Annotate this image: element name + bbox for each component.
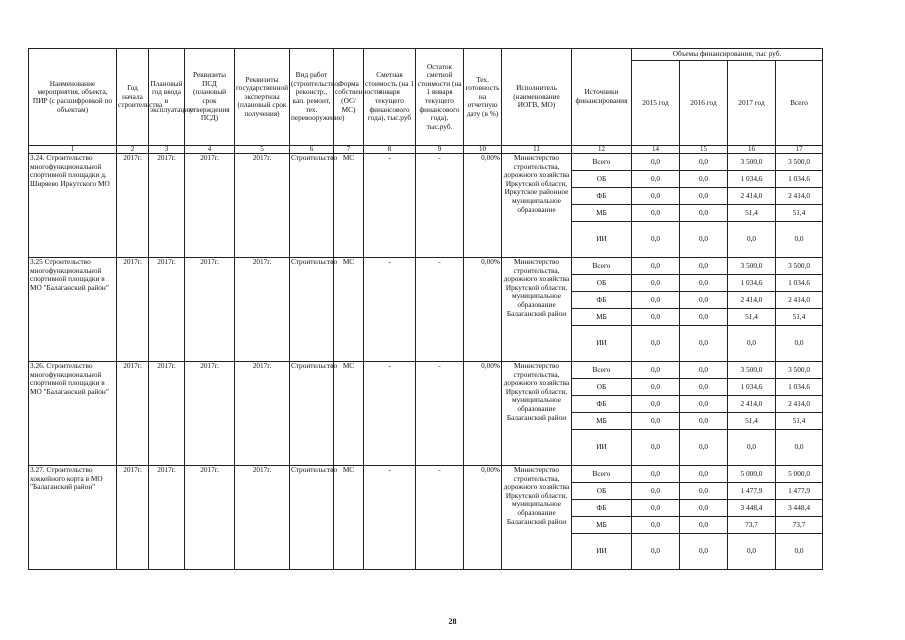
value-total: 2 414,0 [776, 188, 823, 205]
expertise-date: 2017г. [235, 362, 290, 466]
header-sources: Источники финансирования [572, 49, 632, 146]
project-name: 3.25 Строительство многофункциональной спортивной площадки в МО "Балаганский район" [29, 258, 117, 362]
header-financing-group: Объемы финансирования, тыс руб. [632, 49, 823, 61]
value-total: 2 414,0 [776, 396, 823, 413]
value-2017: 3 500,0 [728, 362, 776, 379]
value-2016: 0,0 [680, 466, 728, 483]
financing-source: ФБ [572, 292, 632, 309]
estimated-cost: - [364, 258, 416, 362]
column-number: 7 [334, 146, 364, 154]
column-number: 12 [572, 146, 632, 154]
value-2016: 0,0 [680, 188, 728, 205]
header-work-type: Вид работ (строительство, реконстр., кап. ремонт, тех. перевооружение) [290, 49, 334, 146]
remaining-cost: - [416, 154, 464, 258]
table-row [29, 466, 823, 483]
value-2017: 1 034,6 [728, 275, 776, 292]
value-2017: 5 000,0 [728, 466, 776, 483]
value-2016: 0,0 [680, 517, 728, 534]
readiness: 0,00% [464, 466, 502, 570]
value-total: 1 034,6 [776, 379, 823, 396]
value-2017: 73,7 [728, 517, 776, 534]
value-total: 0,0 [776, 222, 823, 258]
readiness: 0,00% [464, 258, 502, 362]
value-2016: 0,0 [680, 222, 728, 258]
financing-source: Всего [572, 258, 632, 275]
value-2015: 0,0 [632, 466, 680, 483]
header-expertise: Реквизиты государственной экспертизы (плановый срок получения) [235, 49, 290, 146]
expertise-date: 2017г. [235, 466, 290, 570]
ownership: МС [334, 362, 364, 466]
remaining-cost: - [416, 362, 464, 466]
financing-table-sheet [28, 48, 822, 570]
value-2015: 0,0 [632, 534, 680, 570]
psd-date: 2017г. [185, 154, 235, 258]
expertise-date: 2017г. [235, 258, 290, 362]
commission-year: 2017г. [149, 466, 185, 570]
value-total: 5 000,0 [776, 466, 823, 483]
financing-source: ОБ [572, 483, 632, 500]
header-estimated-cost: Сметная стоимость (на 1 января текущего финансового года), тыс.руб [364, 49, 416, 146]
ownership: МС [334, 466, 364, 570]
value-2017: 3 500,0 [728, 258, 776, 275]
value-2016: 0,0 [680, 430, 728, 466]
column-number: 14 [632, 146, 680, 154]
executor: Министерство строительства, дорожного хозяйства Иркутской области, муниципальное образование Балаганский район [502, 258, 572, 362]
value-total: 73,7 [776, 517, 823, 534]
column-number: 4 [185, 146, 235, 154]
header-name: Наименование мероприятия, объекта, ПИР (с расшифровкой по объектам) [29, 49, 117, 146]
value-total: 3 500,0 [776, 258, 823, 275]
commission-year: 2017г. [149, 362, 185, 466]
value-2017: 1 034,6 [728, 379, 776, 396]
remaining-cost: - [416, 258, 464, 362]
executor: Министерство строительства, дорожного хозяйства Иркутской области, муниципальное образование Балаганский район [502, 466, 572, 570]
value-2016: 0,0 [680, 362, 728, 379]
value-2015: 0,0 [632, 205, 680, 222]
header-2016: 2016 год [680, 61, 728, 146]
psd-date: 2017г. [185, 362, 235, 466]
table-body [29, 154, 823, 570]
start-year: 2017г. [117, 154, 149, 258]
value-2015: 0,0 [632, 188, 680, 205]
column-number: 11 [502, 146, 572, 154]
value-2015: 0,0 [632, 379, 680, 396]
financing-source: ИИ [572, 222, 632, 258]
financing-source: ОБ [572, 275, 632, 292]
estimated-cost: - [364, 154, 416, 258]
psd-date: 2017г. [185, 466, 235, 570]
financing-source: ФБ [572, 396, 632, 413]
header-psd: Реквизиты ПСД (плановый срок утверждения ПСД) [185, 49, 235, 146]
header-readiness: Тех. готовность на отчетную дату (в %) [464, 49, 502, 146]
project-name: 3.24. Строительство многофункциональной спортивной площадки д. Ширяево Иркутского МО [29, 154, 117, 258]
financing-source: ОБ [572, 379, 632, 396]
header-ownership: Форма собственности (ОС/МС) [334, 49, 364, 146]
start-year: 2017г. [117, 466, 149, 570]
header-remaining-cost: Остаток сметной стоимости (на 1 января текущего финансового года), тыс.руб. [416, 49, 464, 146]
column-number: 2 [117, 146, 149, 154]
value-2017: 1 034,6 [728, 171, 776, 188]
financing-source: ИИ [572, 430, 632, 466]
value-2015: 0,0 [632, 396, 680, 413]
header-start-year: Год начала строительства [117, 49, 149, 146]
work-type: Строительство [290, 154, 334, 258]
financing-source: ОБ [572, 171, 632, 188]
value-2015: 0,0 [632, 413, 680, 430]
value-total: 51,4 [776, 205, 823, 222]
value-2016: 0,0 [680, 396, 728, 413]
value-2015: 0,0 [632, 292, 680, 309]
value-total: 1 477,9 [776, 483, 823, 500]
ownership: МС [334, 258, 364, 362]
header-2017: 2017 год [728, 61, 776, 146]
financing-source: ИИ [572, 326, 632, 362]
table-row [29, 258, 823, 275]
remaining-cost: - [416, 466, 464, 570]
readiness: 0,00% [464, 362, 502, 466]
value-total: 3 500,0 [776, 362, 823, 379]
value-2016: 0,0 [680, 483, 728, 500]
value-total: 51,4 [776, 413, 823, 430]
ownership: МС [334, 154, 364, 258]
value-total: 51,4 [776, 309, 823, 326]
column-number: 9 [416, 146, 464, 154]
column-number: 3 [149, 146, 185, 154]
financing-source: ФБ [572, 500, 632, 517]
financing-source: МБ [572, 413, 632, 430]
page-number: 28 [448, 617, 457, 626]
value-2017: 51,4 [728, 309, 776, 326]
value-2015: 0,0 [632, 258, 680, 275]
value-2017: 3 500,0 [728, 154, 776, 171]
value-2017: 3 448,4 [728, 500, 776, 517]
financing-source: Всего [572, 154, 632, 171]
value-total: 1 034,6 [776, 275, 823, 292]
value-2016: 0,0 [680, 258, 728, 275]
value-2015: 0,0 [632, 500, 680, 517]
financing-source: МБ [572, 517, 632, 534]
column-number: 16 [728, 146, 776, 154]
value-2017: 51,4 [728, 413, 776, 430]
header-2015: 2015 год [632, 61, 680, 146]
commission-year: 2017г. [149, 154, 185, 258]
value-2015: 0,0 [632, 517, 680, 534]
psd-date: 2017г. [185, 258, 235, 362]
value-2016: 0,0 [680, 309, 728, 326]
value-2017: 51,4 [728, 205, 776, 222]
executor: Министерство строительства, дорожного хозяйства Иркутской области, муниципальное образование Балаганский район [502, 362, 572, 466]
value-2017: 2 414,0 [728, 396, 776, 413]
column-number: 5 [235, 146, 290, 154]
value-2016: 0,0 [680, 413, 728, 430]
financing-source: Всего [572, 466, 632, 483]
financing-source: ФБ [572, 188, 632, 205]
value-2015: 0,0 [632, 222, 680, 258]
project-name: 3.26. Строительство многофункциональной спортивной площадки в МО "Балаганский район" [29, 362, 117, 466]
value-total: 0,0 [776, 534, 823, 570]
project-name: 3.27. Строительство хоккейного корта в МО "Балаганский район" [29, 466, 117, 570]
header-executor: Исполнитель (наименование ИОГВ, МО) [502, 49, 572, 146]
value-2015: 0,0 [632, 275, 680, 292]
value-2015: 0,0 [632, 430, 680, 466]
value-2015: 0,0 [632, 171, 680, 188]
work-type: Строительство [290, 362, 334, 466]
readiness: 0,00% [464, 154, 502, 258]
work-type: Строительство [290, 466, 334, 570]
executor: Министерство строительства, дорожного хозяйства Иркутской области, Иркутское районное муниципальное образование [502, 154, 572, 258]
header-row [29, 49, 823, 61]
value-2017: 2 414,0 [728, 292, 776, 309]
table-row [29, 362, 823, 379]
expertise-date: 2017г. [235, 154, 290, 258]
value-2016: 0,0 [680, 379, 728, 396]
value-2015: 0,0 [632, 309, 680, 326]
value-2016: 0,0 [680, 500, 728, 517]
value-2016: 0,0 [680, 326, 728, 362]
column-number: 10 [464, 146, 502, 154]
value-2016: 0,0 [680, 292, 728, 309]
value-2015: 0,0 [632, 483, 680, 500]
value-total: 0,0 [776, 326, 823, 362]
column-number: 15 [680, 146, 728, 154]
value-2016: 0,0 [680, 534, 728, 570]
column-number-row [29, 146, 823, 154]
value-2017: 2 414,0 [728, 188, 776, 205]
value-2016: 0,0 [680, 154, 728, 171]
value-2015: 0,0 [632, 362, 680, 379]
value-total: 1 034,6 [776, 171, 823, 188]
value-total: 3 500,0 [776, 154, 823, 171]
value-2015: 0,0 [632, 326, 680, 362]
start-year: 2017г. [117, 362, 149, 466]
start-year: 2017г. [117, 258, 149, 362]
column-number: 8 [364, 146, 416, 154]
value-total: 0,0 [776, 430, 823, 466]
value-total: 2 414,0 [776, 292, 823, 309]
estimated-cost: - [364, 466, 416, 570]
value-2016: 0,0 [680, 275, 728, 292]
header-commission-year: Плановый год ввода в эксплуатацию [149, 49, 185, 146]
column-number: 1 [29, 146, 117, 154]
header-total: Всего [776, 61, 823, 146]
financing-source: Всего [572, 362, 632, 379]
column-number: 17 [776, 146, 823, 154]
value-total: 3 448,4 [776, 500, 823, 517]
work-type: Строительство [290, 258, 334, 362]
value-2015: 0,0 [632, 154, 680, 171]
value-2017: 1 477,9 [728, 483, 776, 500]
financing-source: ИИ [572, 534, 632, 570]
financing-source: МБ [572, 205, 632, 222]
financing-table [28, 48, 823, 570]
table-row [29, 154, 823, 171]
financing-source: МБ [572, 309, 632, 326]
value-2016: 0,0 [680, 171, 728, 188]
value-2016: 0,0 [680, 205, 728, 222]
value-2017: 0,0 [728, 326, 776, 362]
value-2017: 0,0 [728, 430, 776, 466]
value-2017: 0,0 [728, 222, 776, 258]
value-2017: 0,0 [728, 534, 776, 570]
estimated-cost: - [364, 362, 416, 466]
commission-year: 2017г. [149, 258, 185, 362]
column-number: 6 [290, 146, 334, 154]
